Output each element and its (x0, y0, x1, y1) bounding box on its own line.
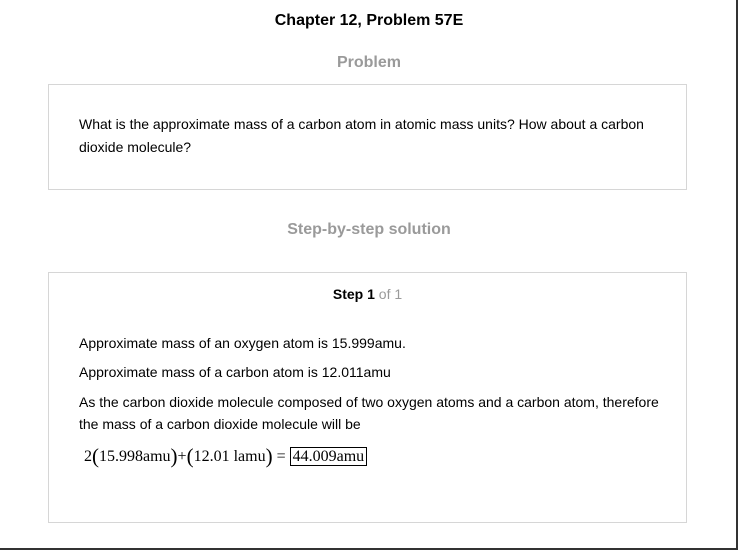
problem-text: What is the approximate mass of a carbon atom in atomic mass units? How about a carbon dioxide molecule? (79, 116, 644, 155)
equation-result: 44.009amu (290, 447, 368, 466)
equation-carbon-mass: 12.01 lamu (193, 448, 266, 465)
equation-coefficient: 2 (84, 448, 92, 465)
solution-card (48, 272, 687, 523)
solution-line-explanation: As the carbon dioxide molecule composed of two oxygen atoms and a carbon atom, therefore the mass of a carbon dioxide molecule will be (79, 394, 659, 432)
solution-line-oxygen-mass: Approximate mass of an oxygen atom is 15.999amu. (79, 335, 406, 351)
step-label: Step (332, 286, 364, 302)
equation-equals: = (276, 448, 286, 465)
step-number: 1 (367, 286, 375, 302)
problem-heading: Problem (336, 54, 401, 71)
problem-card (48, 84, 687, 190)
solution-heading: Step-by-step solution (287, 221, 451, 238)
equation-oxygen-mass: 15.998amu (99, 448, 171, 465)
step-indicator (49, 286, 686, 302)
equation-plus: + (177, 448, 187, 465)
step-of-total: of 1 (378, 286, 403, 302)
chapter-title: Chapter 12, Problem 57E (274, 12, 464, 29)
solution-line-carbon-mass: Approximate mass of a carbon atom is 12.011amu (79, 364, 391, 380)
mass-equation: 2(15.998amu)+(12.01 lamu) = 44.009amu (84, 445, 367, 468)
